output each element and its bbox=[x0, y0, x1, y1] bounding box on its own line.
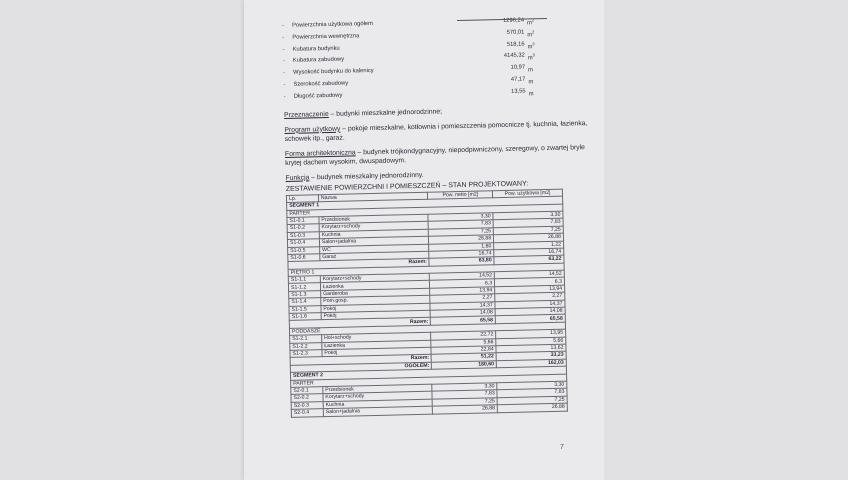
parameter-unit bbox=[525, 63, 542, 75]
cell-uzytkowa: 1,22 bbox=[494, 241, 564, 250]
parameter-unit bbox=[525, 75, 542, 87]
cell-uzytkowa: 7,83 bbox=[493, 219, 563, 228]
sum-label: Razem: bbox=[290, 355, 432, 366]
page-number: 7 bbox=[560, 444, 564, 451]
cell-uzytkowa: 14,37 bbox=[495, 300, 565, 309]
cell-lp: S1-1.2 bbox=[288, 283, 320, 291]
bullet-dash: - bbox=[282, 22, 285, 29]
sum-label: OGÓŁEM: bbox=[290, 362, 432, 373]
cell-lp: S1-1.4 bbox=[289, 298, 321, 306]
cell-netto: 7,83 bbox=[432, 390, 497, 399]
sum-netto: 65,58 bbox=[431, 316, 496, 325]
parameter-unit bbox=[524, 40, 541, 52]
program-label: Program użytkowy bbox=[284, 125, 341, 134]
unit-exponent: 2 bbox=[532, 29, 535, 35]
header-name: Nazwa bbox=[318, 192, 428, 202]
cell-netto: 22,72 bbox=[431, 331, 496, 340]
cell-uzytkowa: 13,62 bbox=[496, 344, 566, 353]
cell-netto: 3,30 bbox=[432, 383, 497, 392]
floor-label: PIĘTRO 1 bbox=[288, 263, 564, 277]
cell-netto: 5,66 bbox=[431, 338, 496, 347]
unit-text: m bbox=[527, 55, 533, 62]
cell-name: Korytarz+schody bbox=[319, 222, 429, 232]
parameter-unit bbox=[524, 28, 541, 40]
paragraph-przeznaczenie bbox=[284, 104, 602, 120]
parameter-list bbox=[282, 15, 602, 105]
cell-lp: S1-0.1 bbox=[287, 217, 319, 225]
unit-text: m bbox=[527, 20, 533, 27]
cell-netto: 16,74 bbox=[429, 250, 494, 259]
sum-netto: 180,60 bbox=[432, 361, 497, 370]
cell-netto: 14,37 bbox=[430, 301, 495, 310]
floor-label: PARTER bbox=[291, 374, 567, 388]
segment-label: SEGMENT 1 bbox=[287, 196, 563, 210]
parameter-label: Wysokość budynku do kalenicy bbox=[293, 68, 374, 77]
cell-lp: S2-0.2 bbox=[291, 394, 323, 402]
page-content bbox=[282, 15, 604, 418]
cell-uzytkowa: 26,88 bbox=[497, 403, 567, 412]
cell-name: Korytarz+schody bbox=[323, 392, 433, 402]
cell-uzytkowa: 7,83 bbox=[497, 388, 567, 397]
cell-lp: S1-1.6 bbox=[289, 313, 321, 321]
parameter-label: Powierzchnia wewnętrzna bbox=[292, 33, 360, 41]
parameter-value: 4145,32 bbox=[503, 52, 525, 60]
cell-uzytkowa: 14,08 bbox=[495, 307, 565, 316]
cell-lp: S1-1.5 bbox=[289, 305, 321, 313]
cell-uzytkowa: 3,30 bbox=[497, 381, 567, 390]
floor-label: PODDASZE bbox=[289, 322, 565, 336]
cell-name: Salon+jadalnia bbox=[319, 236, 429, 246]
unit-text: m bbox=[528, 79, 534, 86]
bullet-dash: - bbox=[283, 93, 286, 100]
cell-lp: S2-0.4 bbox=[291, 409, 323, 417]
cell-name: Łazienka bbox=[320, 281, 430, 291]
unit-text: m bbox=[528, 91, 534, 98]
header-uzytkowa: Pow. użytkowa [m2] bbox=[493, 189, 563, 198]
header-netto: Pow. netto [m2] bbox=[428, 191, 493, 200]
parameter-value: 10,97 bbox=[510, 64, 526, 72]
unit-text: m bbox=[527, 32, 533, 39]
parameter-label: Powierzchnia użytkowa ogółem bbox=[292, 20, 374, 29]
cell-netto: 7,83 bbox=[429, 220, 494, 229]
parameter-unit bbox=[525, 52, 542, 64]
cell-name: Kuchnia bbox=[323, 399, 433, 409]
cell-uzytkowa: 7,25 bbox=[493, 226, 563, 235]
cell-uzytkowa: 7,25 bbox=[497, 396, 567, 405]
sum-netto: 63,80 bbox=[429, 257, 494, 266]
cell-name: WC bbox=[319, 244, 429, 254]
parameter-label: Szerokość zabudowy bbox=[293, 80, 349, 88]
cell-lp: S1-0.4 bbox=[287, 239, 319, 247]
cell-netto: 26,88 bbox=[429, 235, 494, 244]
parameter-value: 13,55 bbox=[511, 88, 526, 95]
cell-uzytkowa: 6,3 bbox=[495, 278, 565, 287]
sum-uzytkowa: 65,58 bbox=[495, 315, 565, 324]
cell-name: Przedsionek bbox=[319, 214, 429, 224]
parameter-value: 1296,24 bbox=[502, 17, 525, 24]
cell-name: Pokój bbox=[321, 310, 431, 320]
cell-uzytkowa: 5,66 bbox=[496, 337, 566, 346]
table-heading: ZESTAWIENIE POWIERZCHNI I POMIESZCZEŃ – STAN PROJEKTOWANY: bbox=[285, 180, 529, 193]
bullet-dash: - bbox=[283, 82, 286, 89]
cell-name: Garderoba bbox=[320, 288, 430, 298]
cell-uzytkowa: 14,52 bbox=[494, 270, 564, 279]
cell-netto: 3,30 bbox=[428, 213, 493, 222]
building-parameters bbox=[282, 15, 602, 105]
cell-lp: S1-0.6 bbox=[288, 254, 320, 262]
unit-exponent: 3 bbox=[532, 40, 535, 46]
cell-name: Korytarz+schody bbox=[320, 273, 430, 283]
header-lp: Lp. bbox=[286, 195, 318, 203]
bullet-dash: - bbox=[282, 46, 285, 53]
sum-uzytkowa: 33,23 bbox=[496, 352, 566, 361]
unit-text: m bbox=[527, 43, 533, 51]
cell-uzytkowa: 13,95 bbox=[496, 329, 566, 338]
cell-uzytkowa: 2,27 bbox=[495, 292, 565, 301]
cell-lp: S1-2.1 bbox=[290, 335, 322, 343]
cell-lp: S2-0.3 bbox=[291, 401, 323, 409]
sum-netto: 51,22 bbox=[432, 353, 497, 362]
cell-uzytkowa: 3,30 bbox=[493, 211, 563, 220]
parameter-label: Długość zabudowy bbox=[293, 92, 343, 100]
forma-text: – budynek trójkondygnacyjny, niepodpiwniczony, szeregowy, o zwartej bryle krytej dachem wysokim, dwuspadowym. bbox=[285, 143, 585, 167]
document-page bbox=[244, 0, 604, 480]
sum-uzytkowa: 63,22 bbox=[494, 255, 564, 264]
cell-name: Pokój bbox=[322, 347, 432, 357]
cell-uzytkowa: 16,74 bbox=[494, 248, 564, 257]
cell-uzytkowa: 13,94 bbox=[495, 285, 565, 294]
unit-text: m bbox=[528, 67, 534, 74]
cell-netto: 13,94 bbox=[430, 287, 495, 296]
cell-netto: 7,25 bbox=[429, 228, 494, 237]
paragraph-program bbox=[284, 119, 602, 144]
bullet-dash: - bbox=[282, 34, 285, 41]
parameter-label: Kubatura budynku bbox=[292, 45, 340, 53]
cell-netto: 7,25 bbox=[433, 397, 498, 406]
cell-name: Kuchnia bbox=[319, 229, 429, 239]
rooms-table bbox=[286, 188, 568, 417]
cell-lp: S1-1.1 bbox=[288, 276, 320, 284]
cell-netto: 14,08 bbox=[431, 309, 496, 318]
funkcja-label: Funkcja bbox=[285, 174, 310, 182]
cell-name: Pom.gosp. bbox=[321, 295, 431, 305]
table-body bbox=[287, 196, 568, 417]
cell-lp: S1-0.2 bbox=[287, 224, 319, 232]
cell-netto: 6,3 bbox=[430, 279, 495, 288]
przeznaczenie-text: – budynki mieszkalne jednorodzinne; bbox=[328, 108, 443, 118]
cell-lp: S1-0.3 bbox=[287, 231, 319, 239]
cell-name: Hol+schody bbox=[321, 332, 431, 342]
cell-name: Salon+jadalnia bbox=[323, 406, 433, 416]
cell-lp: S1-0.5 bbox=[288, 246, 320, 254]
funkcja-text: – budynek mieszkalny jednorodzinny. bbox=[309, 171, 424, 182]
sum-uzytkowa: 162,03 bbox=[496, 359, 566, 368]
cell-lp: S1-2.3 bbox=[290, 350, 322, 358]
sum-label: Razem: bbox=[288, 259, 430, 270]
cell-netto: 2,27 bbox=[430, 294, 495, 303]
parameter-value: 518,16 bbox=[506, 41, 525, 48]
cell-lp: S1-1.3 bbox=[289, 291, 321, 299]
cell-lp: S2-0.1 bbox=[291, 387, 323, 395]
parameter-value: 570,01 bbox=[506, 29, 525, 36]
cell-name: Garaż bbox=[320, 251, 430, 261]
cell-name: Pokój bbox=[321, 303, 431, 313]
przeznaczenie-label: Przeznaczenie bbox=[284, 110, 329, 119]
bullet-dash: - bbox=[283, 70, 286, 77]
forma-label: Forma architektoniczna bbox=[284, 149, 356, 158]
bullet-dash: - bbox=[282, 58, 285, 65]
cell-lp: S1-2.2 bbox=[290, 342, 322, 350]
unit-exponent: 2 bbox=[531, 17, 535, 23]
cell-netto: 22,84 bbox=[431, 346, 496, 355]
parameter-value: 47,17 bbox=[510, 76, 526, 83]
unit-exponent: 3 bbox=[532, 52, 535, 58]
cell-name: Łazienka bbox=[322, 340, 432, 350]
segment-label: SEGMENT 2 bbox=[290, 366, 566, 380]
cell-uzytkowa: 26,88 bbox=[494, 233, 564, 242]
parameter-unit bbox=[526, 87, 543, 99]
cell-name: Przedsionek bbox=[323, 384, 433, 394]
cell-netto: 14,52 bbox=[430, 272, 495, 281]
paragraph-forma bbox=[285, 143, 603, 168]
cell-netto: 1,80 bbox=[429, 242, 494, 251]
floor-label: PARTER bbox=[287, 204, 563, 218]
cell-netto: 26,88 bbox=[433, 405, 498, 414]
sum-label: Razem: bbox=[289, 318, 431, 329]
parameter-label: Kubatura zabudowy bbox=[292, 57, 345, 65]
program-text: – pokoje mieszkalne, kotłownia i pomieszczenia pomocnicze tj. kuchnia, łazienka, schowek itp., garaż. bbox=[284, 119, 588, 143]
